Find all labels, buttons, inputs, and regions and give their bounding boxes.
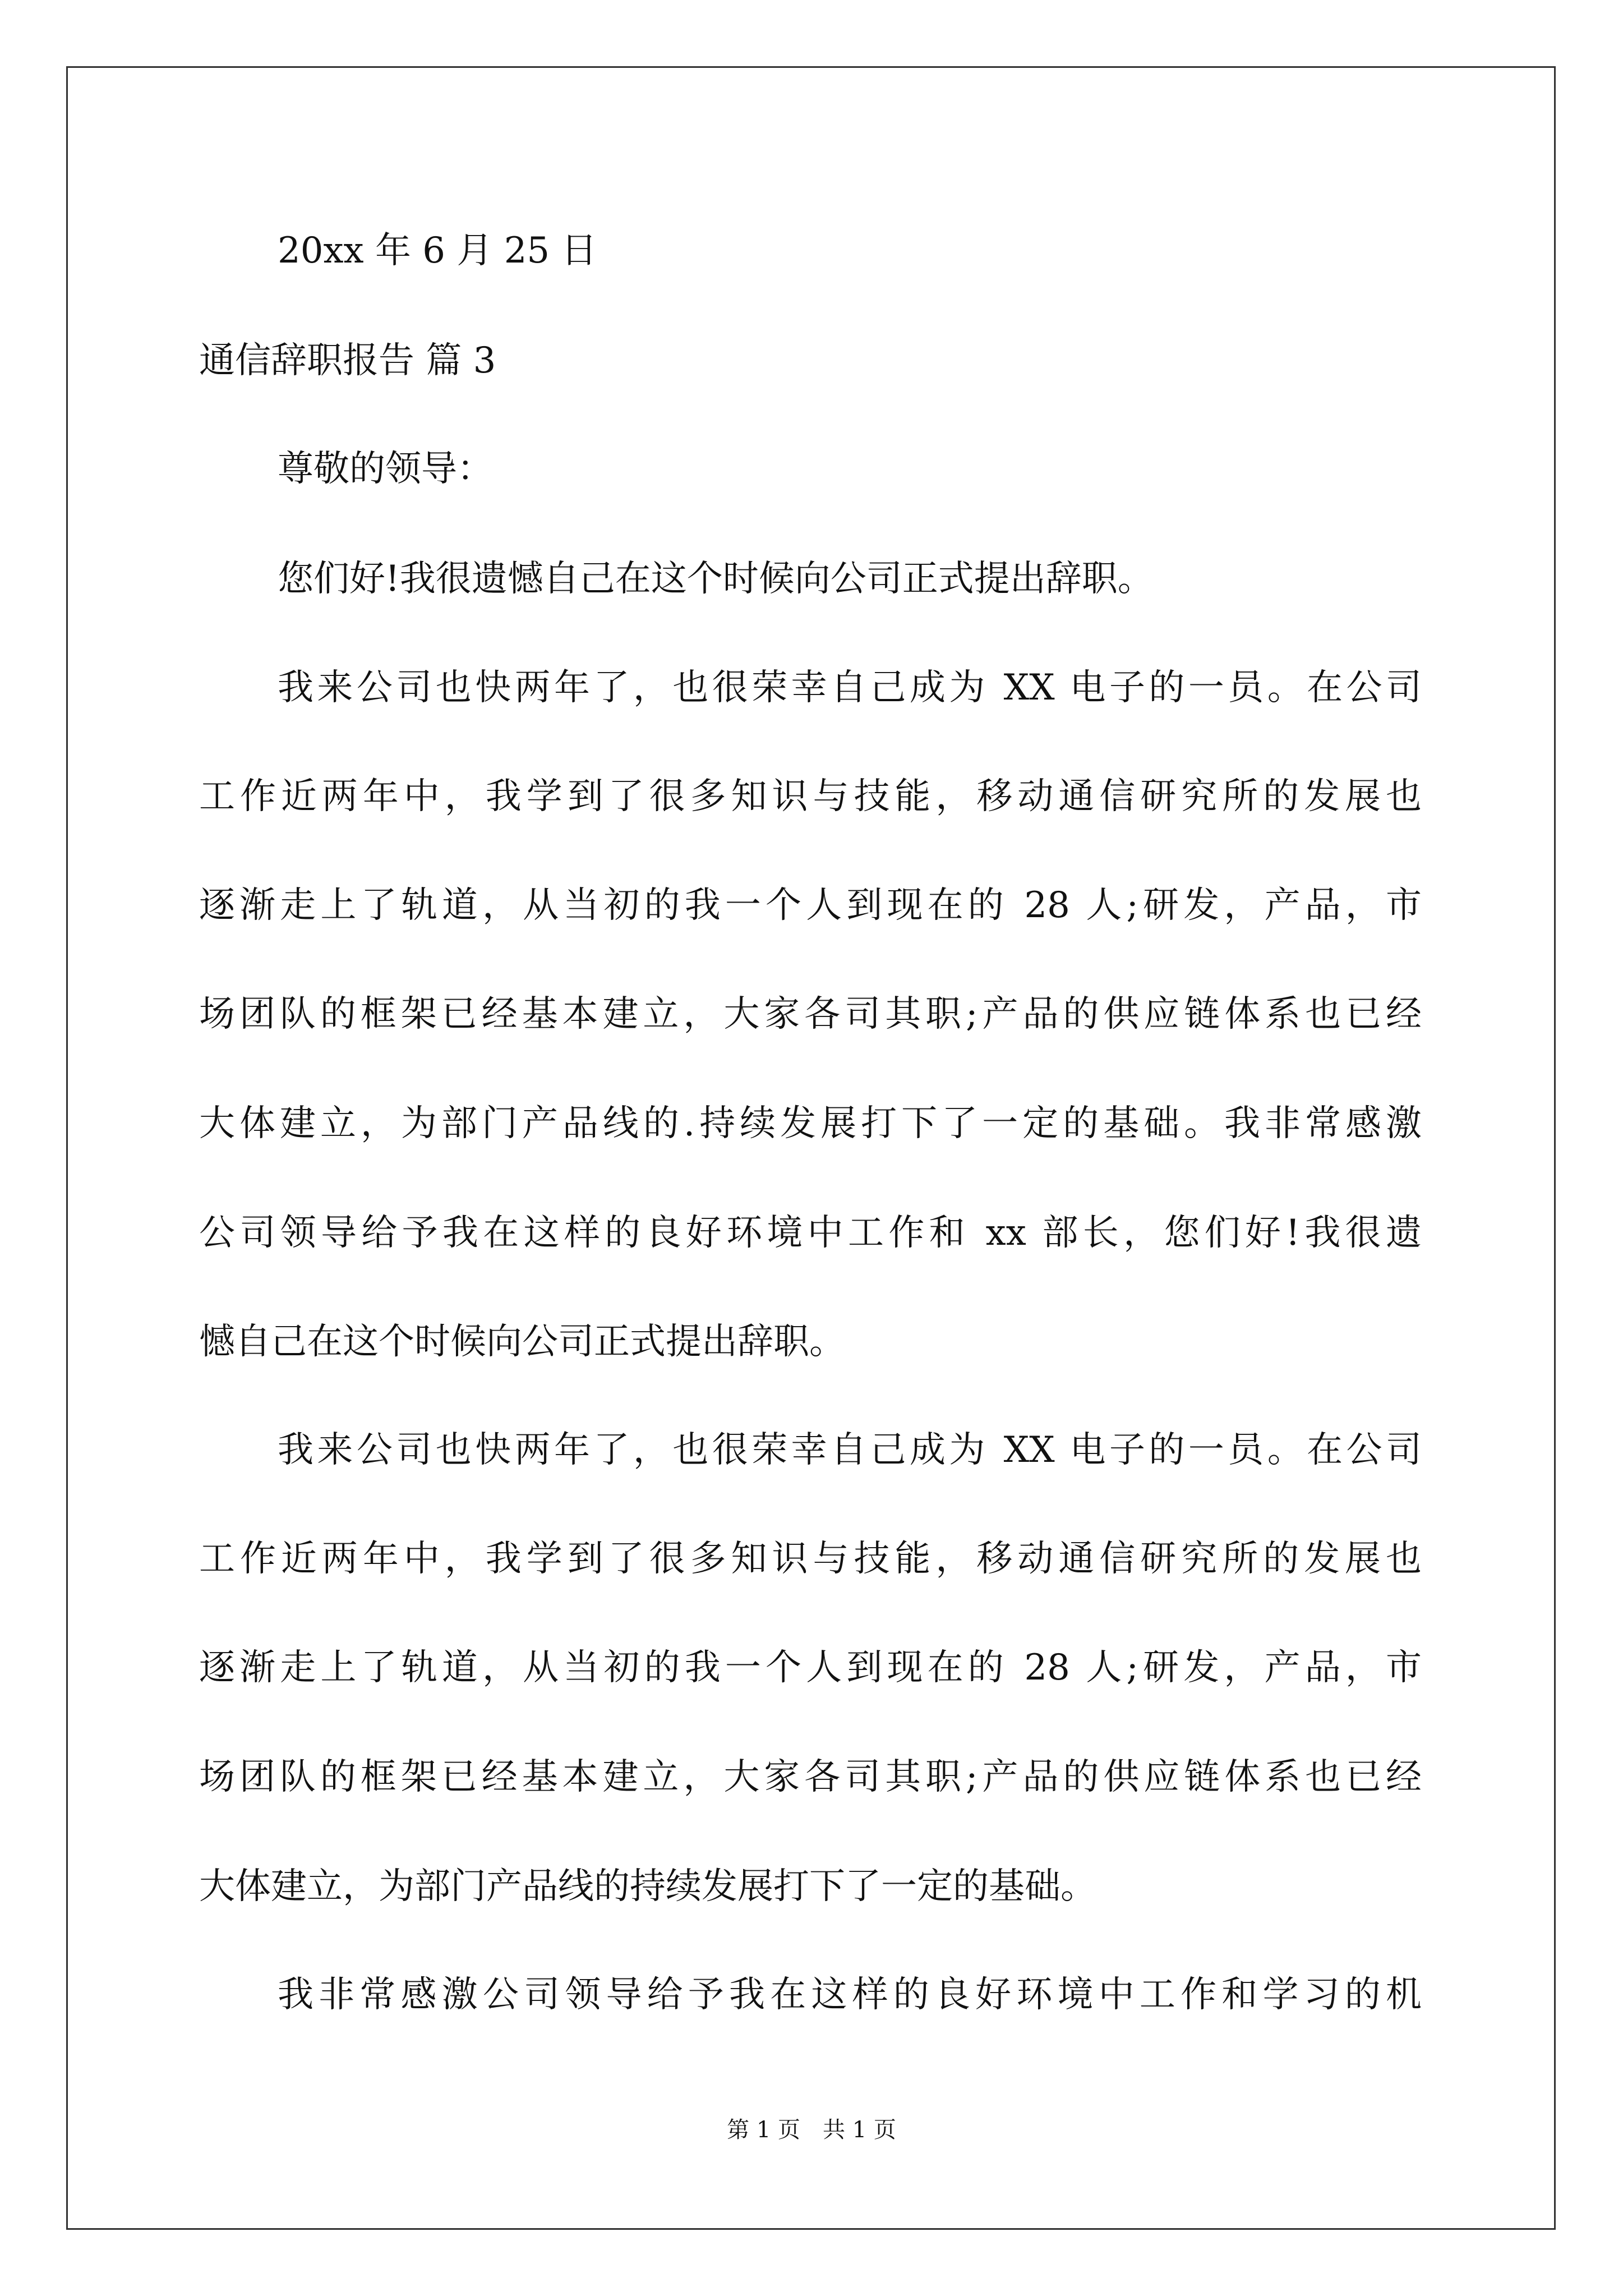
paragraph-2-line-1: 我来公司也快两年了，也很荣幸自己成为 XX 电子的一员。在公司 [278,667,1422,708]
paragraph-2-line-7: 憾自己在这个时候向公司正式提出辞职。 [199,1321,845,1363]
paragraph-3-line-1: 我来公司也快两年了，也很荣幸自己成为 XX 电子的一员。在公司 [278,1429,1422,1471]
paragraph-2-line-3: 逐渐走上了轨道，从当初的我一个人到现在的 28 人;研发，产品，市 [199,885,1422,926]
document-date: 20xx 年 6 月 25 日 [278,230,597,272]
salutation: 尊敬的领导： [278,448,493,490]
section-title: 通信辞职报告 篇 3 [199,340,496,381]
paragraph-3-line-4: 场团队的框架已经基本建立，大家各司其职;产品的供应链体系也已经 [199,1756,1422,1798]
paragraph-2-line-2: 工作近两年中，我学到了很多知识与技能，移动通信研究所的发展也 [199,776,1422,817]
paragraph-2-line-4: 场团队的框架已经基本建立，大家各司其职;产品的供应链体系也已经 [199,993,1422,1035]
paragraph-3-line-5: 大体建立，为部门产品线的持续发展打下了一定的基础。 [199,1866,1096,1907]
paragraph-2-line-6: 公司领导给予我在这样的良好环境中工作和 xx 部长，您们好!我很遗 [199,1212,1422,1254]
paragraph-3-line-3: 逐渐走上了轨道，从当初的我一个人到现在的 28 人;研发，产品，市 [199,1647,1422,1688]
paragraph-2-line-5: 大体建立，为部门产品线的.持续发展打下了一定的基础。我非常感激 [199,1103,1422,1144]
paragraph-3-line-2: 工作近两年中，我学到了很多知识与技能，移动通信研究所的发展也 [199,1538,1422,1580]
paragraph-1-line-1: 您们好!我很遗憾自己在这个时候向公司正式提出辞职。 [278,558,1154,600]
paragraph-4-line-1: 我非常感激公司领导给予我在这样的良好环境中工作和学习的机 [278,1974,1422,2016]
page-footer: 第 1 页 共 1 页 [727,2117,896,2143]
